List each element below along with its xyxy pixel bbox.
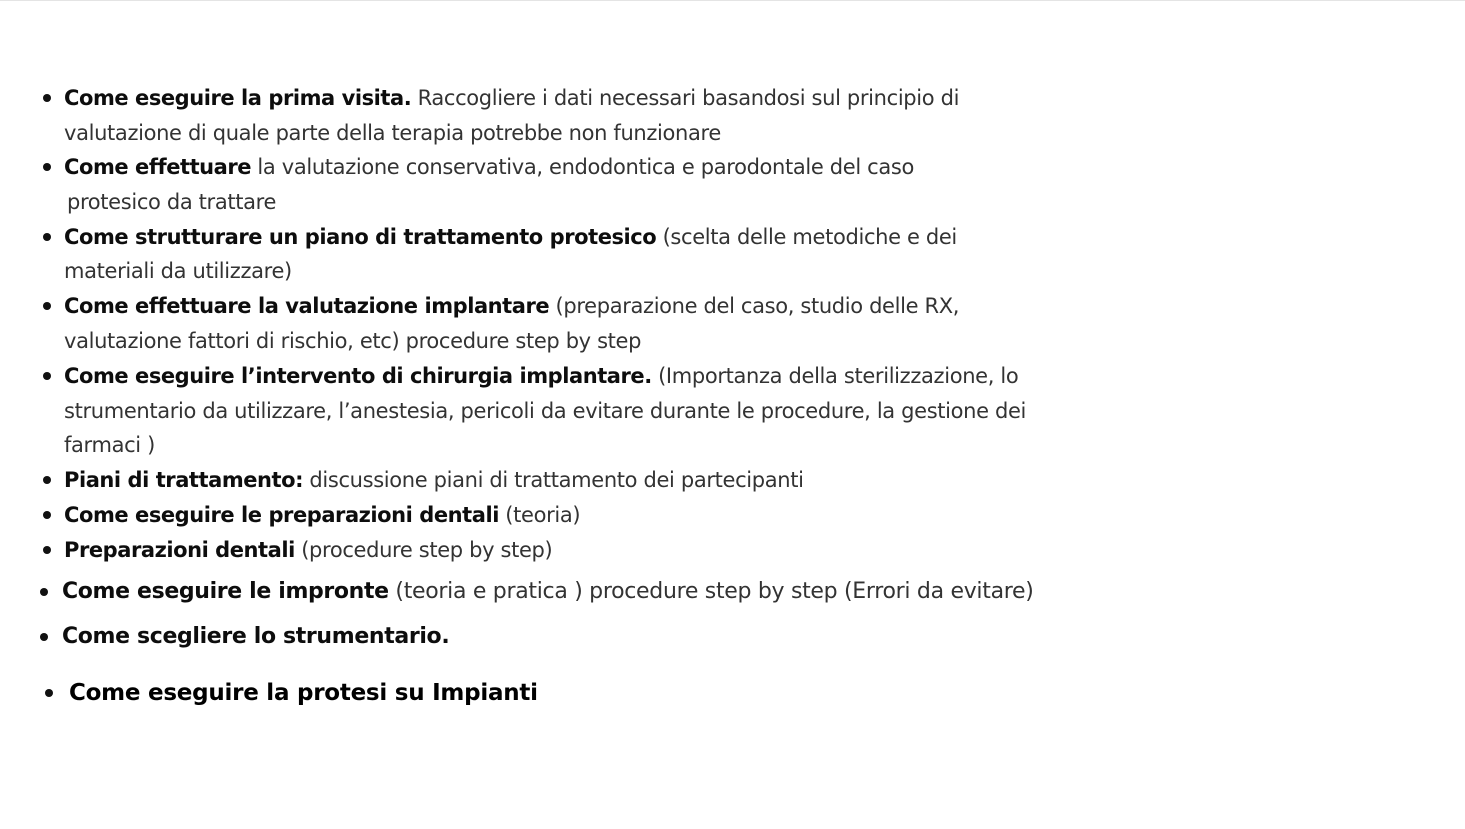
bullet-icon — [43, 372, 51, 380]
bullet-icon — [43, 302, 51, 310]
topic-heading: Come eseguire le preparazioni dentali — [64, 503, 499, 527]
topic-line — [64, 150, 914, 184]
topic-line — [64, 81, 959, 115]
topic-line — [64, 463, 804, 497]
bullet-icon — [43, 546, 51, 554]
topic-description: (teoria) — [498, 503, 581, 527]
topic-line — [64, 359, 1018, 393]
topic-description: discussione piani di trattamento dei partecipanti — [303, 468, 804, 492]
bullet-icon — [45, 689, 53, 697]
bullet-icon — [40, 588, 48, 596]
topic-heading: Come eseguire la protesi su Impianti — [69, 680, 538, 706]
topic-description: (preparazione del caso, studio delle RX, — [549, 294, 960, 318]
topic-description: (scelta delle metodiche e dei — [656, 225, 957, 249]
topic-heading: Piani di trattamento: — [64, 468, 304, 492]
topic-heading: Come eseguire le impronte — [62, 579, 389, 604]
topic-heading: Come scegliere lo strumentario. — [62, 624, 450, 649]
topic-line — [69, 676, 538, 710]
topic-line — [64, 533, 552, 567]
topic-continuation: materiali da utilizzare) — [64, 259, 292, 283]
bullet-icon — [40, 633, 48, 641]
topic-description: la valutazione conservativa, endodontica e parodontale del caso — [251, 155, 914, 179]
topic-description: (procedure step by step) — [294, 538, 553, 562]
bullet-icon — [43, 163, 51, 171]
topic-continuation: farmaci ) — [64, 433, 155, 457]
topic-continuation: valutazione fattori di rischio, etc) procedure step by step — [64, 329, 642, 353]
topic-heading: Come eseguire la prima visita. — [64, 86, 412, 110]
bullet-icon — [43, 476, 51, 484]
top-divider — [0, 0, 1465, 1]
topic-line — [62, 620, 449, 654]
topic-heading: Come strutturare un piano di trattamento protesico — [64, 225, 657, 249]
topic-heading: Come effettuare — [64, 155, 252, 179]
topic-continuation: valutazione di quale parte della terapia potrebbe non funzionare — [64, 121, 721, 145]
topic-heading: Preparazioni dentali — [64, 538, 295, 562]
topic-line — [64, 220, 957, 254]
topic-line — [64, 289, 959, 323]
bullet-icon — [43, 94, 51, 102]
topic-continuation: protesico da trattare — [67, 190, 277, 214]
topic-line — [64, 498, 580, 532]
topic-description: Raccogliere i dati necessari basandosi sul principio di — [411, 86, 960, 110]
topic-heading: Come eseguire l’intervento di chirurgia implantare. — [64, 364, 652, 388]
topic-continuation: strumentario da utilizzare, l’anestesia, pericoli da evitare durante le procedure, la gestione dei — [64, 399, 1027, 423]
topic-line — [62, 575, 1034, 609]
topic-description: (Importanza della sterilizzazione, lo — [651, 364, 1019, 388]
topic-heading: Come effettuare la valutazione implantare — [64, 294, 550, 318]
bullet-icon — [43, 511, 51, 519]
bullet-icon — [43, 233, 51, 241]
topic-description: (teoria e pratica ) procedure step by step (Errori da evitare) — [388, 579, 1034, 604]
